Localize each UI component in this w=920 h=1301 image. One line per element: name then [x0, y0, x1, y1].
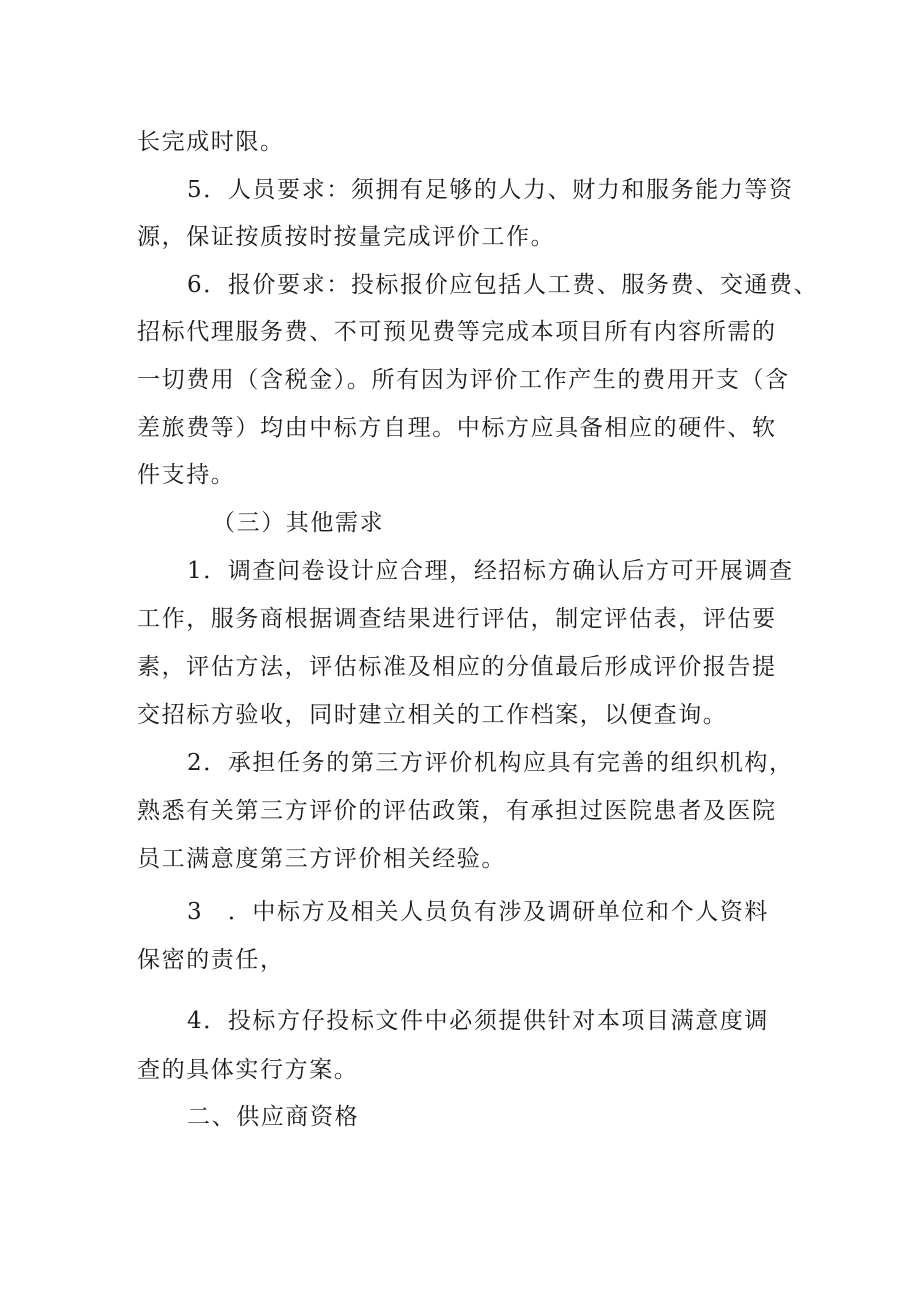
- text-line: 长完成时限。: [137, 129, 285, 155]
- text-line: 熟悉有关第三方评价的评估政策，有承担过医院患者及医院: [137, 798, 777, 824]
- text-line: 1．调查问卷设计应合理，经招标方确认后方可开展调查: [187, 558, 794, 584]
- text-line: 素，评估方法，评估标准及相应的分值最后形成评价报告提: [137, 654, 777, 680]
- text-line: 一切费用（含税金）。所有因为评价工作产生的费用开支（含: [137, 367, 790, 393]
- text-line: 交招标方验收，同时建立相关的工作档案，以便查询。: [137, 702, 728, 728]
- section-heading: （三）其他需求: [212, 510, 385, 536]
- text-line: 工作，服务商根据调查结果进行评估，制定评估表，评估要: [137, 606, 777, 632]
- text-line: 5．人员要求：须拥有足够的人力、财力和服务能力等资: [187, 177, 794, 203]
- text-line: 6．报价要求：投标报价应包括人工费、服务费、交通费、: [187, 272, 819, 298]
- text-line: 招标代理服务费、不可预见费等完成本项目所有内容所需的: [137, 319, 777, 345]
- text-line: 源，保证按质按时按量完成评价工作。: [137, 224, 556, 250]
- text-line: 查的具体实行方案。: [137, 1057, 359, 1083]
- section-heading: 二、供应商资格: [187, 1104, 360, 1130]
- text-line: 3 ．中标方及相关人员负有涉及调研单位和个人资料: [187, 899, 770, 925]
- text-line: 员工满意度第三方评价相关经验。: [137, 846, 506, 872]
- text-line: 2．承担任务的第三方评价机构应具有完善的组织机构，: [187, 750, 794, 776]
- text-line: 差旅费等）均由中标方自理。中标方应具备相应的硬件、软: [137, 415, 777, 441]
- text-line: 保密的责任，: [137, 947, 285, 973]
- text-line: 件支持。: [137, 462, 236, 488]
- text-line: 4．投标方仔投标文件中必须提供针对本项目满意度调: [187, 1008, 770, 1034]
